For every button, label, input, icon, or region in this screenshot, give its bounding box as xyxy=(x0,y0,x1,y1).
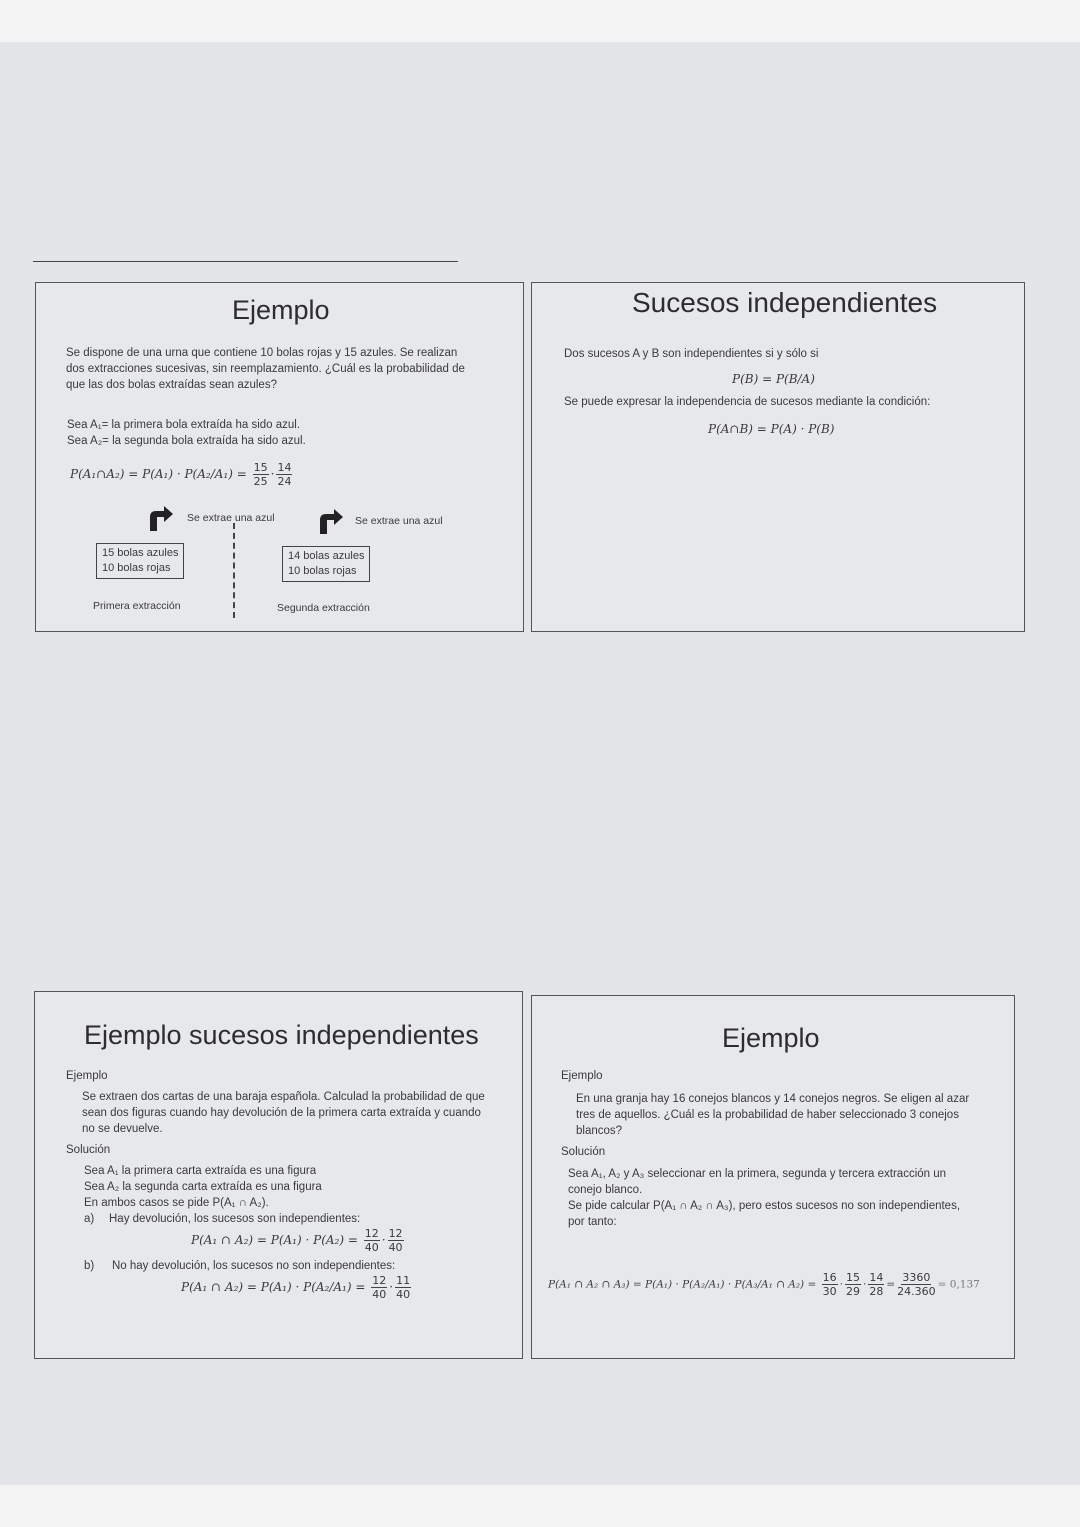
denominator: 29 xyxy=(845,1285,860,1298)
numerator: 11 xyxy=(396,1274,411,1287)
fraction xyxy=(371,1274,387,1301)
fraction xyxy=(897,1271,936,1298)
definition-a2: Sea A₂ la segunda carta extraída es una figura xyxy=(84,1181,322,1193)
denominator: 40 xyxy=(372,1288,387,1301)
problem-line: no se devuelve. xyxy=(82,1123,163,1135)
formula-independence: P(B) = P(B/A) xyxy=(732,372,815,386)
caption-first: Primera extracción xyxy=(93,600,181,612)
problem-line: tres de aquellos. ¿Cuál es la probabilidad de haber seleccionado 3 conejos xyxy=(576,1109,959,1121)
divider-line xyxy=(33,261,458,262)
urn-box-first xyxy=(96,543,184,579)
numerator: 3360 xyxy=(902,1271,931,1284)
fraction xyxy=(395,1274,411,1301)
formula-product: P(A∩B) = P(A) · P(B) xyxy=(708,422,835,436)
slide-sucesos-independientes xyxy=(531,282,1025,632)
problem-line: sean dos figuras cuando hay devolución de la primera carta extraída y cuando xyxy=(82,1107,481,1119)
box-line: 10 bolas rojas xyxy=(102,562,171,574)
fraction xyxy=(253,461,269,488)
formula-conejos: P(A₁ ∩ A₂ ∩ A₃) = P(A₁) · P(A₂/A₁) · P(A₃/A₁ ∩ A₂) = $\frac{16}{30}$ · $\frac{15}{29}$ · $\frac{14}{28}$ = $\frac{3360}{24.360}$ = 0,137 xyxy=(548,1271,980,1298)
numerator: 12 xyxy=(388,1227,403,1240)
problem-line: que las dos bolas extraídas sean azules? xyxy=(66,379,277,391)
formula-text: P(A₁ ∩ A₂) = P(A₁) · P(A₂) = xyxy=(191,1233,358,1247)
denominator: 40 xyxy=(388,1241,403,1254)
slide-ejemplo-urna xyxy=(35,282,524,632)
case-a-marker: a) xyxy=(84,1213,95,1225)
solution-line: conejo blanco. xyxy=(568,1184,643,1196)
box-line: 10 bolas rojas xyxy=(288,565,357,577)
definition-line: Dos sucesos A y B son independientes si y sólo si xyxy=(564,348,819,360)
case-b-text: No hay devolución, los sucesos no son independientes: xyxy=(112,1260,396,1272)
box-line: 14 bolas azules xyxy=(288,550,365,562)
numerator: 12 xyxy=(372,1274,387,1287)
numerator: 14 xyxy=(869,1271,884,1284)
denominator: 28 xyxy=(869,1285,884,1298)
problem-line: En una granja hay 16 conejos blancos y 14 conejos negros. Se eligen al azar xyxy=(576,1093,970,1105)
numerator: 16 xyxy=(822,1271,837,1284)
solution-line: Sea A₁, A₂ y A₃ seleccionar en la primera, segunda y tercera extracción un xyxy=(568,1168,947,1180)
slide-ejemplo-cartas xyxy=(34,991,523,1359)
box-line: 15 bolas azules xyxy=(102,547,179,559)
numerator: 14 xyxy=(277,461,292,474)
label-example: Ejemplo xyxy=(66,1070,108,1082)
fraction xyxy=(868,1271,884,1298)
denominator: 30 xyxy=(822,1285,837,1298)
label-example: Ejemplo xyxy=(561,1070,603,1082)
urn-box-second xyxy=(282,546,370,582)
definition-a2: Sea A₂= la segunda bola extraída ha sido azul. xyxy=(67,435,306,447)
case-a-text: Hay devolución, los sucesos son independientes: xyxy=(109,1213,361,1225)
problem-line: blancos? xyxy=(576,1125,623,1137)
formula-case-a: P(A₁ ∩ A₂) = P(A₁) · P(A₂) = $\frac{12}{40}$ · $\frac{12}{40}$ xyxy=(191,1227,403,1254)
numerator: 15 xyxy=(253,461,268,474)
dashed-separator xyxy=(233,523,235,618)
fraction xyxy=(364,1227,380,1254)
denominator: 25 xyxy=(253,475,268,488)
definition-both: En ambos casos se pide P(A₁ ∩ A₂). xyxy=(84,1197,269,1209)
fraction xyxy=(845,1271,861,1298)
numerator: 12 xyxy=(364,1227,379,1240)
result-value: = 0,137 xyxy=(937,1278,980,1291)
turn-right-arrow-icon xyxy=(316,508,344,534)
label-solution: Solución xyxy=(561,1146,606,1158)
denominator: 40 xyxy=(396,1288,411,1301)
arrow-label: Se extrae una azul xyxy=(187,512,275,524)
problem-line: dos extracciones sucesivas, sin reemplazamiento. ¿Cuál es la probabilidad de xyxy=(66,363,465,375)
slide-ejemplo-conejos xyxy=(531,995,1015,1359)
formula: P(A₁∩A₂) = P(A₁) · P(A₂/A₁) = $\frac{15}{25}$ · $\frac{14}{24}$ xyxy=(70,461,292,488)
arrow-label: Se extrae una azul xyxy=(355,515,443,527)
formula-text: P(A₁ ∩ A₂) = P(A₁) · P(A₂/A₁) = xyxy=(181,1280,366,1294)
numerator: 15 xyxy=(845,1271,860,1284)
formula-text: P(A₁∩A₂) = P(A₁) · P(A₂/A₁) = xyxy=(70,467,247,481)
denominator: 24 xyxy=(277,475,292,488)
fraction xyxy=(822,1271,838,1298)
fraction xyxy=(388,1227,404,1254)
slide-title: Ejemplo xyxy=(722,1023,820,1053)
denominator: 40 xyxy=(364,1241,379,1254)
slide-title: Ejemplo sucesos independientes xyxy=(84,1020,479,1050)
problem-line: Se extraen dos cartas de una baraja española. Calculad la probabilidad de que xyxy=(82,1091,485,1103)
formula-text: P(A₁ ∩ A₂ ∩ A₃) = P(A₁) · P(A₂/A₁) · P(A₃/A₁ ∩ A₂) = xyxy=(548,1278,817,1291)
caption-second: Segunda extracción xyxy=(277,602,370,614)
slide-title: Ejemplo xyxy=(232,295,330,325)
condition-line: Se puede expresar la independencia de sucesos mediante la condición: xyxy=(564,396,931,408)
fraction xyxy=(276,461,292,488)
solution-line: Se pide calcular P(A₁ ∩ A₂ ∩ A₃), pero estos sucesos no son independientes, xyxy=(568,1200,961,1212)
formula-case-b: P(A₁ ∩ A₂) = P(A₁) · P(A₂/A₁) = $\frac{12}{40}$ · $\frac{11}{40}$ xyxy=(181,1274,411,1301)
case-b-marker: b) xyxy=(84,1260,95,1272)
turn-right-arrow-icon xyxy=(146,505,174,531)
problem-line: Se dispone de una urna que contiene 10 bolas rojas y 15 azules. Se realizan xyxy=(66,347,458,359)
slide-title: Sucesos independientes xyxy=(632,287,938,318)
definition-a1: Sea A₁ la primera carta extraída es una figura xyxy=(84,1165,317,1177)
denominator: 24.360 xyxy=(897,1285,936,1298)
label-solution: Solución xyxy=(66,1144,111,1156)
definition-a1: Sea A₁= la primera bola extraída ha sido azul. xyxy=(67,419,301,431)
solution-line: por tanto: xyxy=(568,1216,617,1228)
